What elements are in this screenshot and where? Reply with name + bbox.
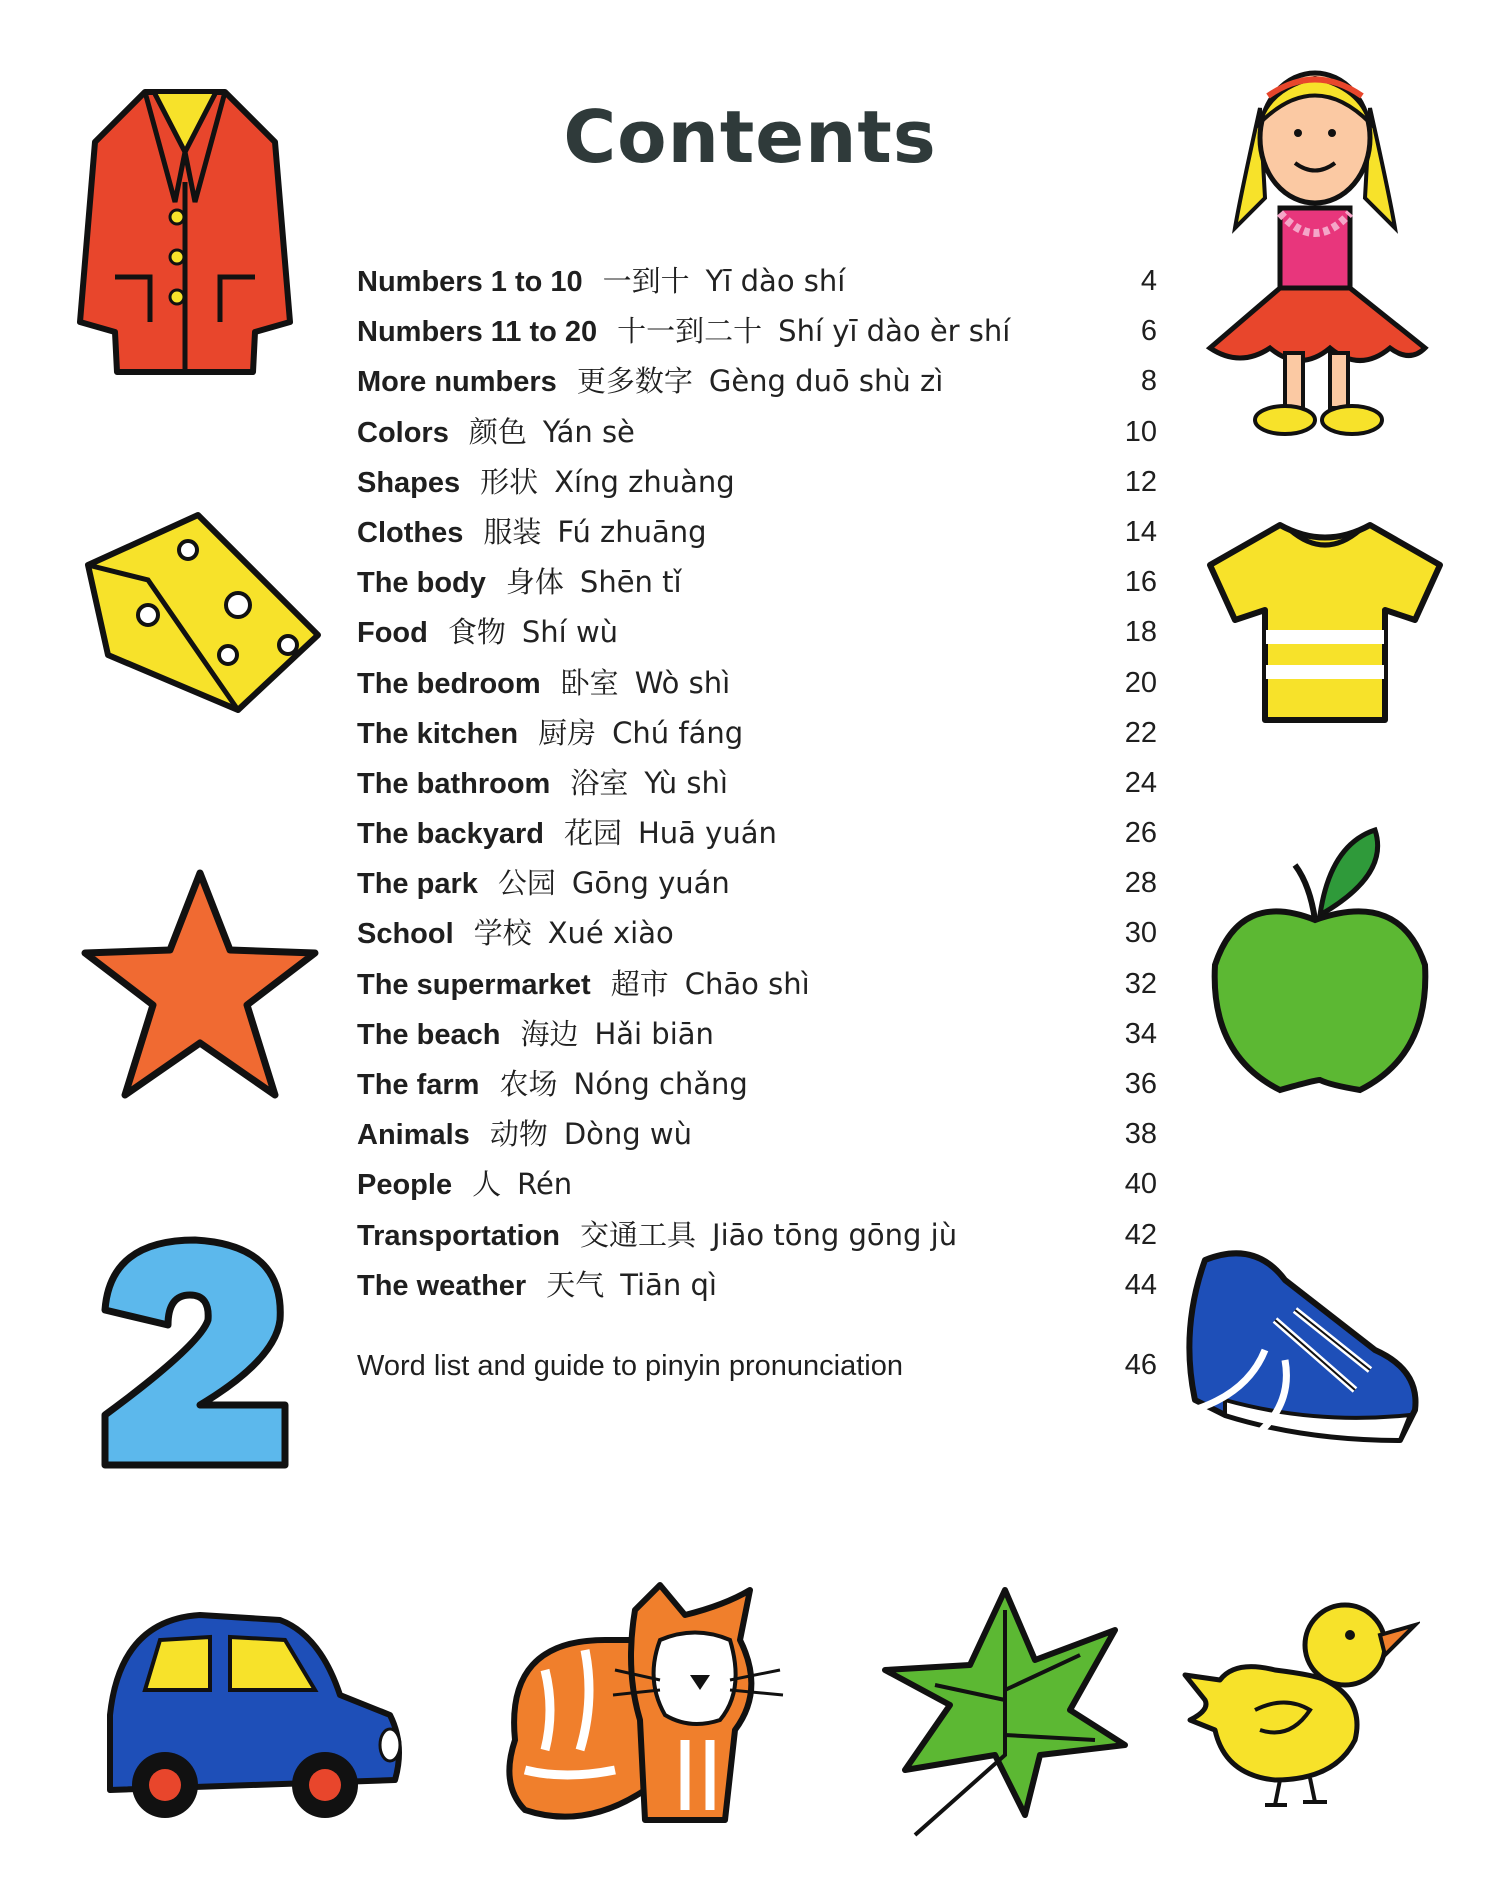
entry-english-title: Animals <box>357 1119 470 1152</box>
entry-english-title: The farm <box>357 1069 480 1101</box>
entry-english-title: Clothes <box>357 516 464 549</box>
entry-english-title: Word list and guide to pinyin pronunciation <box>357 1349 903 1382</box>
star-illustration <box>75 865 325 1110</box>
leaf-illustration <box>875 1580 1130 1840</box>
entry-page-number: 46 <box>1124 1348 1157 1381</box>
entry-chinese-title: 人 <box>472 1167 502 1202</box>
entry-english-title: People <box>357 1169 453 1202</box>
entry-page-number: 34 <box>1124 1017 1157 1050</box>
number-2-illustration <box>90 1230 305 1475</box>
entry-english-title: The kitchen <box>357 717 519 750</box>
entry-english-title: Transportation <box>357 1219 561 1252</box>
entry-pinyin: Xíng zhuàng <box>554 464 735 499</box>
t-shirt-illustration <box>1200 515 1450 730</box>
contents-entry[interactable] <box>357 758 1157 808</box>
entry-page-number: 20 <box>1124 666 1157 699</box>
entry-pinyin: Gōng yuán <box>571 866 730 901</box>
car-illustration <box>90 1595 410 1830</box>
contents-entry[interactable] <box>357 959 1157 1009</box>
entry-chinese-title: 形状 <box>480 464 539 499</box>
apple-illustration <box>1200 825 1440 1100</box>
entry-chinese-title: 动物 <box>489 1117 548 1152</box>
entry-english-title: The backyard <box>357 818 544 851</box>
chick-illustration <box>1175 1590 1420 1810</box>
sneaker-illustration <box>1165 1240 1435 1455</box>
contents-entry[interactable] <box>357 507 1157 557</box>
entry-pinyin: Huā yuán <box>638 816 777 851</box>
entry-english-title: The weather <box>357 1269 527 1302</box>
contents-entry[interactable] <box>357 457 1157 507</box>
contents-entry[interactable] <box>357 708 1157 758</box>
contents-entry[interactable] <box>357 306 1157 356</box>
contents-entry[interactable] <box>357 1059 1157 1109</box>
entry-pinyin: Tiān qì <box>620 1267 717 1302</box>
entry-english-title: The bathroom <box>357 767 551 800</box>
contents-entry[interactable] <box>357 908 1157 958</box>
entry-pinyin: Jiāo tōng gōng jù <box>712 1217 958 1252</box>
entry-chinese-title: 学校 <box>473 916 532 951</box>
entry-pinyin: Shí yī dào èr shí <box>778 314 1011 349</box>
entry-english-title: Shapes <box>357 466 461 499</box>
girl-illustration <box>1180 48 1450 448</box>
entry-pinyin: Chāo shì <box>684 966 810 1001</box>
contents-entry[interactable] <box>357 1210 1157 1260</box>
entry-page-number: 26 <box>1124 817 1157 850</box>
entry-page-number: 38 <box>1124 1118 1157 1151</box>
entry-english-title: The supermarket <box>357 968 591 1001</box>
entry-pinyin: Rén <box>517 1167 573 1202</box>
entry-english-title: The bedroom <box>357 667 541 700</box>
entry-page-number: 4 <box>1140 265 1157 297</box>
page-title: Contents <box>563 95 937 179</box>
entry-chinese-title: 一到十 <box>602 264 690 298</box>
entry-pinyin: Hǎi biān <box>594 1016 714 1051</box>
contents-entry[interactable] <box>357 1159 1157 1209</box>
entry-chinese-title: 浴室 <box>570 765 629 800</box>
entry-chinese-title: 卧室 <box>560 665 619 700</box>
entry-english-title: The park <box>357 868 478 901</box>
contents-entry[interactable] <box>357 658 1157 708</box>
entry-pinyin: Wò shì <box>634 665 731 700</box>
contents-list <box>357 256 1157 1390</box>
entry-page-number: 30 <box>1124 917 1157 950</box>
contents-entry-word-list[interactable] <box>357 1340 1157 1390</box>
entry-page-number: 42 <box>1124 1218 1157 1251</box>
entry-english-title: More numbers <box>357 366 557 399</box>
entry-page-number: 28 <box>1124 867 1157 900</box>
entry-pinyin: Chú fáng <box>612 715 744 750</box>
entry-pinyin: Yán sè <box>542 414 635 449</box>
entry-chinese-title: 农场 <box>499 1067 558 1101</box>
cheese-illustration <box>78 505 328 715</box>
entry-pinyin: Yī dào shí <box>705 264 846 298</box>
entry-page-number: 16 <box>1124 566 1157 599</box>
contents-entry[interactable] <box>357 607 1157 657</box>
contents-entry[interactable] <box>357 356 1157 406</box>
contents-entry[interactable] <box>357 407 1157 457</box>
contents-entry[interactable] <box>357 808 1157 858</box>
entry-page-number: 22 <box>1124 716 1157 749</box>
entry-chinese-title: 交通工具 <box>580 1217 697 1252</box>
entry-pinyin: Yù shì <box>644 765 728 800</box>
entry-english-title: Numbers 11 to 20 <box>357 316 598 349</box>
entry-page-number: 8 <box>1140 365 1157 398</box>
entry-pinyin: Nóng chǎng <box>573 1067 748 1101</box>
entry-pinyin: Shí wù <box>521 615 619 650</box>
entry-chinese-title: 身体 <box>505 565 564 600</box>
entry-chinese-title: 公园 <box>497 866 556 901</box>
contents-entry[interactable] <box>357 858 1157 908</box>
coat-illustration <box>75 82 295 382</box>
entry-pinyin: Dòng wù <box>563 1117 693 1152</box>
contents-entry[interactable] <box>357 1109 1157 1159</box>
entry-page-number: 40 <box>1124 1168 1157 1201</box>
contents-entry[interactable] <box>357 1009 1157 1059</box>
contents-entry[interactable] <box>357 256 1157 306</box>
entry-page-number: 10 <box>1124 415 1157 448</box>
entry-chinese-title: 颜色 <box>468 414 527 449</box>
entry-page-number: 44 <box>1124 1268 1157 1301</box>
entry-chinese-title: 花园 <box>563 816 622 851</box>
entry-chinese-title: 天气 <box>546 1267 605 1302</box>
entry-page-number: 24 <box>1124 766 1157 799</box>
entry-pinyin: Gèng duō shù zì <box>708 364 944 399</box>
entry-chinese-title: 超市 <box>610 966 669 1001</box>
entry-english-title: Numbers 1 to 10 <box>357 266 583 298</box>
entry-pinyin: Shēn tǐ <box>579 565 682 600</box>
entry-chinese-title: 厨房 <box>538 715 597 750</box>
entry-pinyin: Xué xiào <box>547 916 674 951</box>
entry-chinese-title: 服装 <box>483 514 542 549</box>
entry-page-number: 6 <box>1140 315 1157 348</box>
entry-english-title: Food <box>357 617 428 650</box>
entry-chinese-title: 海边 <box>520 1016 579 1051</box>
entry-chinese-title: 更多数字 <box>576 364 693 399</box>
entry-page-number: 18 <box>1124 616 1157 649</box>
entry-page-number: 14 <box>1124 515 1157 548</box>
contents-entry[interactable] <box>357 557 1157 607</box>
entry-english-title: School <box>357 918 454 951</box>
entry-english-title: The body <box>357 567 486 600</box>
contents-entry[interactable] <box>357 1260 1157 1310</box>
entry-chinese-title: 食物 <box>447 615 506 650</box>
entry-english-title: Colors <box>357 416 449 449</box>
entry-page-number: 32 <box>1124 967 1157 1000</box>
entry-english-title: The beach <box>357 1018 501 1051</box>
cat-illustration <box>485 1580 790 1835</box>
entry-pinyin: Fú zhuāng <box>557 514 707 549</box>
entry-chinese-title: 十一到二十 <box>617 314 763 349</box>
entry-page-number: 36 <box>1124 1068 1157 1100</box>
entry-page-number: 12 <box>1124 465 1157 498</box>
